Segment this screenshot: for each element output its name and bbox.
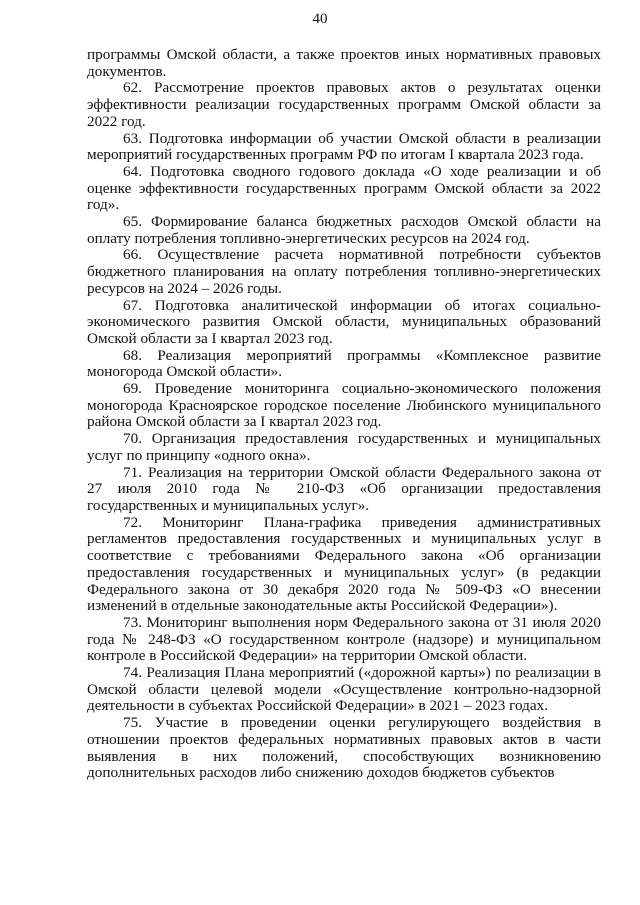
paragraph-item-64: 64. Подготовка сводного годового доклада «О ходе реализации и об оценке эффективности государственных программ Омской области за 2022 год». [87, 162, 601, 214]
page-number: 40 [312, 11, 328, 27]
paragraph-item-71: 71. Реализация на территории Омской области Федерального закона от 27 июля 2010 года № 210-ФЗ «Об организации предоставления государственных и муниципальных услуг». [87, 463, 601, 514]
paragraph-item-72: 72. Мониторинг Плана-графика приведения административных регламентов предоставления государственных и муниципальных услуг в соответствие с требованиями Федерального закона «Об организации предоставления государственных и муниципальных услуг» (в редакции Федерального закона от 30 декабря 2020 года № 509-ФЗ «О внесении изменений в отдельные законодательные акты Российской Федерации»). [87, 513, 601, 615]
paragraph-item-70: 70. Организация предоставления государственных и муниципальных услуг по принципу «одного окна». [87, 430, 601, 464]
document-body [87, 47, 601, 782]
paragraph-item-63: 63. Подготовка информации об участии Омской области в реализации мероприятий государственных программ РФ по итогам I квартала 2023 года. [87, 129, 601, 164]
paragraph-item-73: 73. Мониторинг выполнения норм Федерального закона от 31 июля 2020 года № 248-ФЗ «О государственном контроле (надзоре) и муниципальном контроле в Российской Федерации» на территории Омской области. [87, 613, 601, 665]
paragraph-item-65: 65. Формирование баланса бюджетных расходов Омской области на оплату потребления топливно-энергетических ресурсов на 2024 год. [87, 213, 601, 247]
paragraph-item-67: 67. Подготовка аналитической информации об итогах социально-экономического развития Омской области, муниципальных образований Омской области за I квартал 2023 год. [87, 296, 601, 347]
paragraph-item-69: 69. Проведение мониторинга социально-экономического положения моногорода Красноярское городское поселение Любинского муниципального района Омской области за I квартал 2023 год. [87, 380, 601, 431]
paragraph-continuation: программы Омской области, а также проектов иных нормативных правовых документов. [87, 46, 601, 80]
paragraph-item-68: 68. Реализация мероприятий программы «Комплексное развитие моногорода Омской области». [87, 346, 601, 381]
paragraph-item-75: 75. Участие в проведении оценки регулирующего воздействия в отношении проектов федеральных нормативных правовых актов в части выявления в них положений, способствующих возникновению дополнительных расходов либо снижению доходов бюджетов субъектов [87, 714, 601, 782]
paragraph-item-62: 62. Рассмотрение проектов правовых актов о результатах оценки эффективности реализации государственных программ Омской области за 2022 год. [87, 79, 601, 130]
paragraph-item-74: 74. Реализация Плана мероприятий («дорожной карты») по реализации в Омской области целевой модели «Осуществление контрольно-надзорной деятельности в субъектах Российской Федерации» в 2021 – 2023 годах. [87, 664, 601, 715]
paragraph-item-66: 66. Осуществление расчета нормативной потребности субъектов бюджетного планирования на оплату потребления топливно-энергетических ресурсов на 2024 – 2026 годы. [87, 246, 601, 297]
